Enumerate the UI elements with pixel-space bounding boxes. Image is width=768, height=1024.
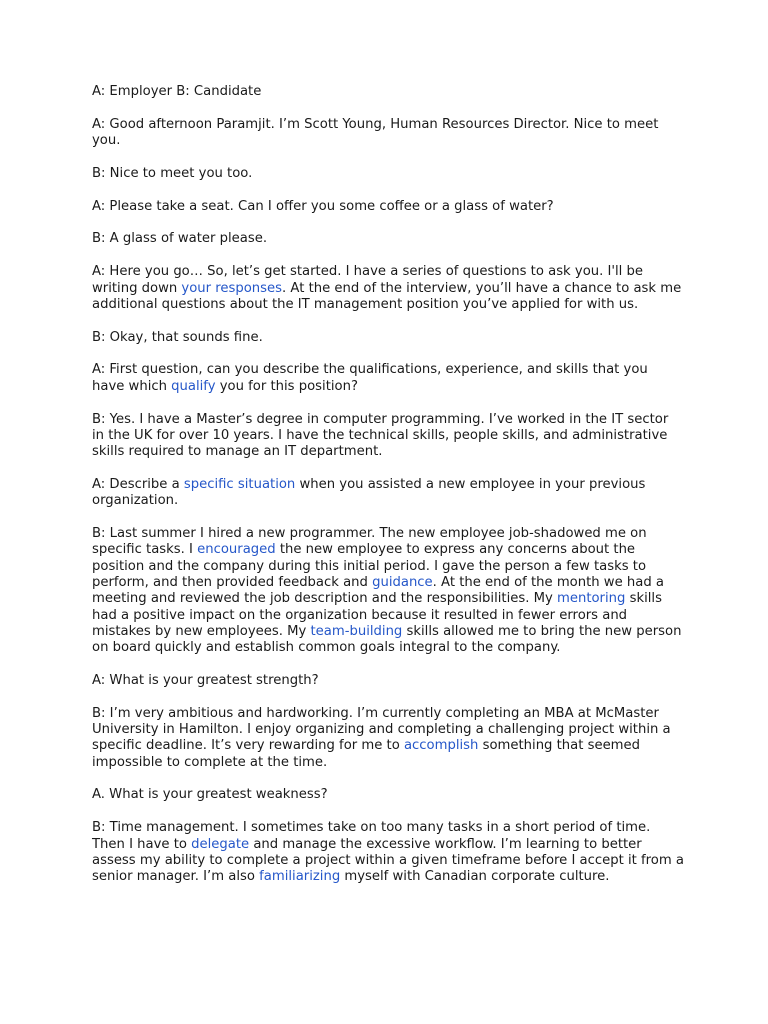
paragraph-text: B: I’m very ambitious and hardworking. I’m currently completing an MBA at McMaster University in Hamilton. I enjoy organizing and completing a challenging project within a specific deadline. It’s very rewarding for me to <box>92 705 671 754</box>
paragraph-text: and manage the excessive workflow. I’m learning to better assess my ability to complete a project within a given timeframe before I accept it from a senior manager. I’m also <box>92 836 684 885</box>
dialogue-paragraph <box>92 362 684 395</box>
paragraph-text: A: Please take a seat. Can I offer you some coffee or a glass of water? <box>92 198 554 214</box>
vocabulary-link[interactable]: team-building <box>310 623 403 639</box>
paragraph-text: B: Okay, that sounds fine. <box>92 329 263 345</box>
paragraph-text: A: Employer B: Candidate <box>92 84 262 99</box>
vocabulary-link[interactable]: delegate <box>191 836 250 852</box>
dialogue-paragraph <box>92 706 684 771</box>
dialogue-paragraph <box>92 264 684 313</box>
paragraph-text: B: A glass of water please. <box>92 231 268 247</box>
paragraph-text: B: Nice to meet you too. <box>92 165 253 181</box>
dialogue-paragraph <box>92 166 684 182</box>
paragraph-text: myself with Canadian corporate culture. <box>340 869 610 885</box>
dialogue-paragraph <box>92 477 684 510</box>
paragraph-text: skills had a positive impact on the organization because it resulted in fewer errors and mistakes by new employees. My <box>92 591 662 639</box>
vocabulary-link[interactable]: mentoring <box>557 591 626 607</box>
dialogue-paragraph <box>92 673 684 689</box>
dialogue-paragraph <box>92 820 684 885</box>
vocabulary-link[interactable]: encouraged <box>197 542 276 558</box>
paragraph-text: A: Good afternoon Paramjit. I’m Scott Young, Human Resources Director. Nice to meet you. <box>92 116 659 149</box>
dialogue-paragraph <box>92 526 684 656</box>
dialogue-paragraph <box>92 787 684 803</box>
paragraph-text: B: Last summer I hired a new programmer. The new employee job-shadowed me on specific tasks. I <box>92 526 647 558</box>
paragraph-text: when you assisted a new employee in your previous organization. <box>92 476 646 509</box>
paragraph-text: A. What is your greatest weakness? <box>92 787 328 803</box>
dialogue-paragraph <box>92 84 684 100</box>
paragraph-text: B: Yes. I have a Master’s degree in computer programming. I’ve worked in the IT sector in the UK for over 10 years. I have the technical skills, people skills, and administrative skills required to manage an IT department. <box>92 411 669 460</box>
paragraph-text: the new employee to express any concerns about the position and the company during this initial period. I gave the person a few tasks to perform, and then provided feedback and <box>92 542 647 590</box>
vocabulary-link[interactable]: qualify <box>171 378 216 394</box>
paragraph-text: you for this position? <box>215 378 358 394</box>
paragraph-text: . At the end of the month we had a meeting and reviewed the job description and the responsibilities. My <box>92 574 664 607</box>
document-body <box>92 84 684 902</box>
dialogue-paragraph <box>92 330 684 346</box>
paragraph-text: something that seemed impossible to complete at the time. <box>92 738 641 770</box>
paragraph-text: B: Time management. I sometimes take on too many tasks in a short period of time. Then I have to <box>92 820 651 852</box>
paragraph-text: A: Here you go… So, let’s get started. I have a series of questions to ask you. I'll be writing down <box>92 264 644 296</box>
dialogue-paragraph <box>92 199 684 215</box>
vocabulary-link[interactable]: accomplish <box>403 738 479 754</box>
paragraph-text: A: What is your greatest strength? <box>92 672 319 688</box>
vocabulary-link[interactable]: guidance <box>372 574 433 590</box>
vocabulary-link[interactable]: specific situation <box>183 476 296 492</box>
dialogue-paragraph <box>92 412 684 461</box>
vocabulary-link[interactable]: familiarizing <box>259 869 341 885</box>
paragraph-text: A: First question, can you describe the qualifications, experience, and skills that you have which <box>92 362 648 394</box>
dialogue-paragraph <box>92 231 684 247</box>
paragraph-text: skills allowed me to bring the new person on board quickly and establish common goals integral to the company. <box>92 623 682 656</box>
paragraph-text: . At the end of the interview, you’ll have a chance to ask me additional questions about the IT management position you’ve applied for with us. <box>92 280 682 312</box>
paragraph-text: A: Describe a <box>92 476 184 492</box>
dialogue-paragraph <box>92 117 684 150</box>
vocabulary-link[interactable]: your responses <box>181 280 283 296</box>
